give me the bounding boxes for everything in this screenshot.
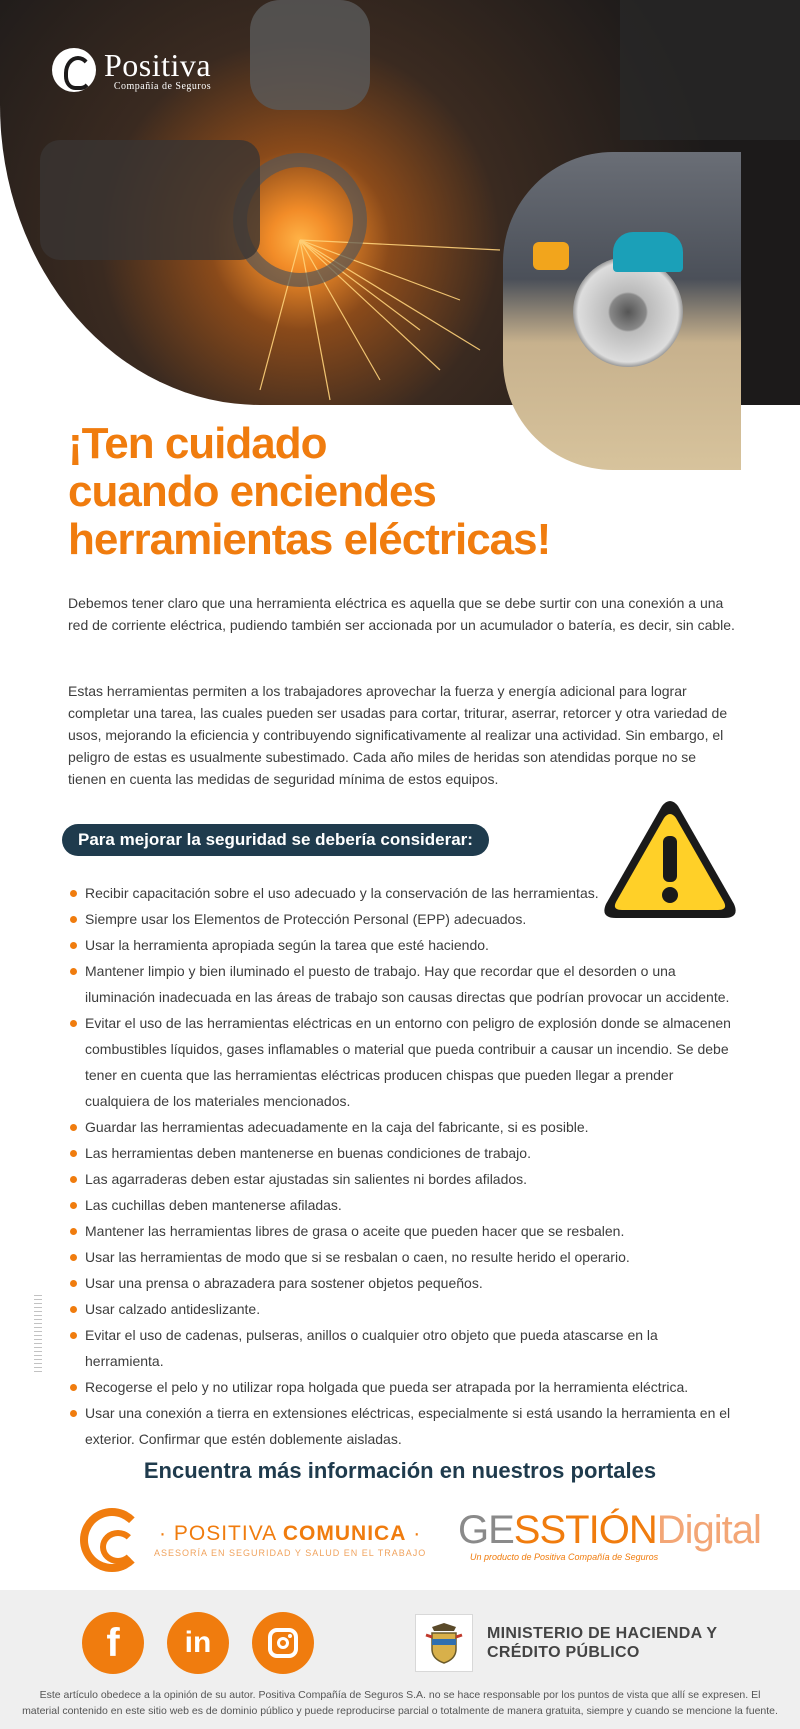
tips-list <box>70 880 740 1452</box>
list-item: Evitar el uso de cadenas, pulseras, anillos o cualquier otro objeto que pueda atascarse en la herramienta. <box>70 1322 740 1374</box>
gd-part-a: GE <box>458 1508 514 1552</box>
positiva-comunica-name: · POSITIVA COMUNICA · <box>159 1522 422 1545</box>
intro-paragraph-1: Debemos tener claro que una herramienta eléctrica es aquella que se debe surtir con una conexión a una red de corriente eléctrica, pudiendo también ser accionada por un acumulador o batería, es decir, sin cable. <box>68 595 735 633</box>
gesstion-digital-logo[interactable] <box>458 1508 761 1562</box>
tips-section-title: Para mejorar la seguridad se debería considerar: <box>62 824 489 856</box>
ministry-logo[interactable] <box>415 1614 717 1672</box>
gd-part-c: Digital <box>656 1508 761 1552</box>
positiva-comunica-logo[interactable] <box>80 1508 426 1572</box>
positiva-comunica-tagline: ASESORÍA EN SEGURIDAD Y SALUD EN EL TRABAJO <box>154 1548 427 1558</box>
title-line-1: ¡Ten cuidado <box>68 419 327 468</box>
pc-name-bold: COMUNICA <box>282 1522 407 1545</box>
gesstion-digital-name <box>458 1508 761 1552</box>
page-title <box>68 420 608 564</box>
list-item: Guardar las herramientas adecuadamente en la caja del fabricante, si es posible. <box>70 1114 740 1140</box>
list-item: Mantener limpio y bien iluminado el puesto de trabajo. Hay que recordar que el desorden o una iluminación inadecuada en las áreas de trabajo son causas directas que podrían provocar un accidente. <box>70 958 740 1010</box>
linkedin-icon[interactable]: in <box>167 1612 229 1674</box>
list-item: Evitar el uso de las herramientas eléctricas en un entorno con peligro de explosión donde se almacenen combustibles líquidos, gases inflamables o material que pueda contribuir a causar un incendio. Se debe tener en cuenta que las herramientas eléctricas producen chispas que pueden llegar a prender cualquiera de los materiales mencionados. <box>70 1010 740 1114</box>
list-item: Usar la herramienta apropiada según la tarea que esté haciendo. <box>70 932 740 958</box>
ministry-line-1: MINISTERIO DE HACIENDA Y <box>487 1625 718 1642</box>
gesstion-digital-tagline: Un producto de Positiva Compañía de Seguros <box>470 1552 659 1562</box>
list-item: Usar una prensa o abrazadera para sostener objetos pequeños. <box>70 1270 740 1296</box>
list-item: Las herramientas deben mantenerse en buenas condiciones de trabajo. <box>70 1140 740 1166</box>
list-item: Usar las herramientas de modo que si se resbalan o caen, no resulte herido el operario. <box>70 1244 740 1270</box>
list-item: Recibir capacitación sobre el uso adecuado y la conservación de las herramientas. <box>70 880 740 906</box>
intro-paragraph-2: Estas herramientas permiten a los trabajadores aprovechar la fuerza y energía adicional para lograr completar una tarea, las cuales pueden ser usadas para cortar, triturar, aserrar, retorcer y otra variedad de usos, mejorando la eficiencia y contribuyendo significativamente al realizar una actividad. Sin embargo, el peligro de estas es usualmente subestimado. Cada año miles de heridas son atendidas porque no se tienen en cuenta las medidas de seguridad mínima de estos equipos. <box>68 683 728 787</box>
colombia-shield-icon <box>415 1614 473 1672</box>
title-line-2: cuando enciendes <box>68 467 436 516</box>
list-item: Recogerse el pelo y no utilizar ropa holgada que pueda ser atrapada por la herramienta eléctrica. <box>70 1374 740 1400</box>
title-line-3: herramientas eléctricas! <box>68 515 551 564</box>
saw-guard-graphic <box>613 232 683 272</box>
list-item: Siempre usar los Elementos de Protección Personal (EPP) adecuados. <box>70 906 740 932</box>
facebook-icon[interactable]: f <box>82 1612 144 1674</box>
instagram-icon[interactable] <box>252 1612 314 1674</box>
list-item: Las cuchillas deben mantenerse afiladas. <box>70 1192 740 1218</box>
pc-name-light: POSITIVA <box>173 1522 277 1545</box>
footer <box>0 1590 800 1729</box>
logo-name: Positiva <box>104 46 212 83</box>
portals-title: Encuentra más información en nuestros portales <box>143 1458 657 1483</box>
instagram-glyph <box>268 1628 298 1658</box>
hero-banner <box>0 0 800 470</box>
list-item: Mantener las herramientas libres de grasa o aceite que pueden hacer que se resbalen. <box>70 1218 740 1244</box>
logo-subtitle: Compañía de Seguros <box>113 80 212 92</box>
vertical-fine-print <box>34 1295 42 1375</box>
ministry-line-2: CRÉDITO PÚBLICO <box>487 1644 640 1661</box>
list-item: Usar una conexión a tierra en extensiones eléctricas, especialmente si está usando la herramienta en el exterior. Confirmar que estén doblemente aisladas. <box>70 1400 740 1452</box>
saw-blade-graphic <box>573 257 683 367</box>
gd-part-b: SSTIÓN <box>513 1508 657 1552</box>
saw-handle-graphic <box>533 242 569 270</box>
positiva-logo-icon <box>52 48 96 92</box>
disclaimer-text: Este artículo obedece a la opinión de su autor. Positiva Compañía de Seguros S.A. no se hace responsable por los puntos de vista que allí se expresen. El material contenido en este sitio web es de dominio público y puede reproducirse parcial o totalmente de manera gratuita, siempre y cuando se mencione la fuente. <box>22 1689 778 1717</box>
list-item: Usar calzado antideslizante. <box>70 1296 740 1322</box>
positiva-comunica-icon <box>80 1508 144 1572</box>
positiva-logo[interactable] <box>52 48 211 92</box>
list-item: Las agarraderas deben estar ajustadas sin salientes ni bordes afilados. <box>70 1166 740 1192</box>
